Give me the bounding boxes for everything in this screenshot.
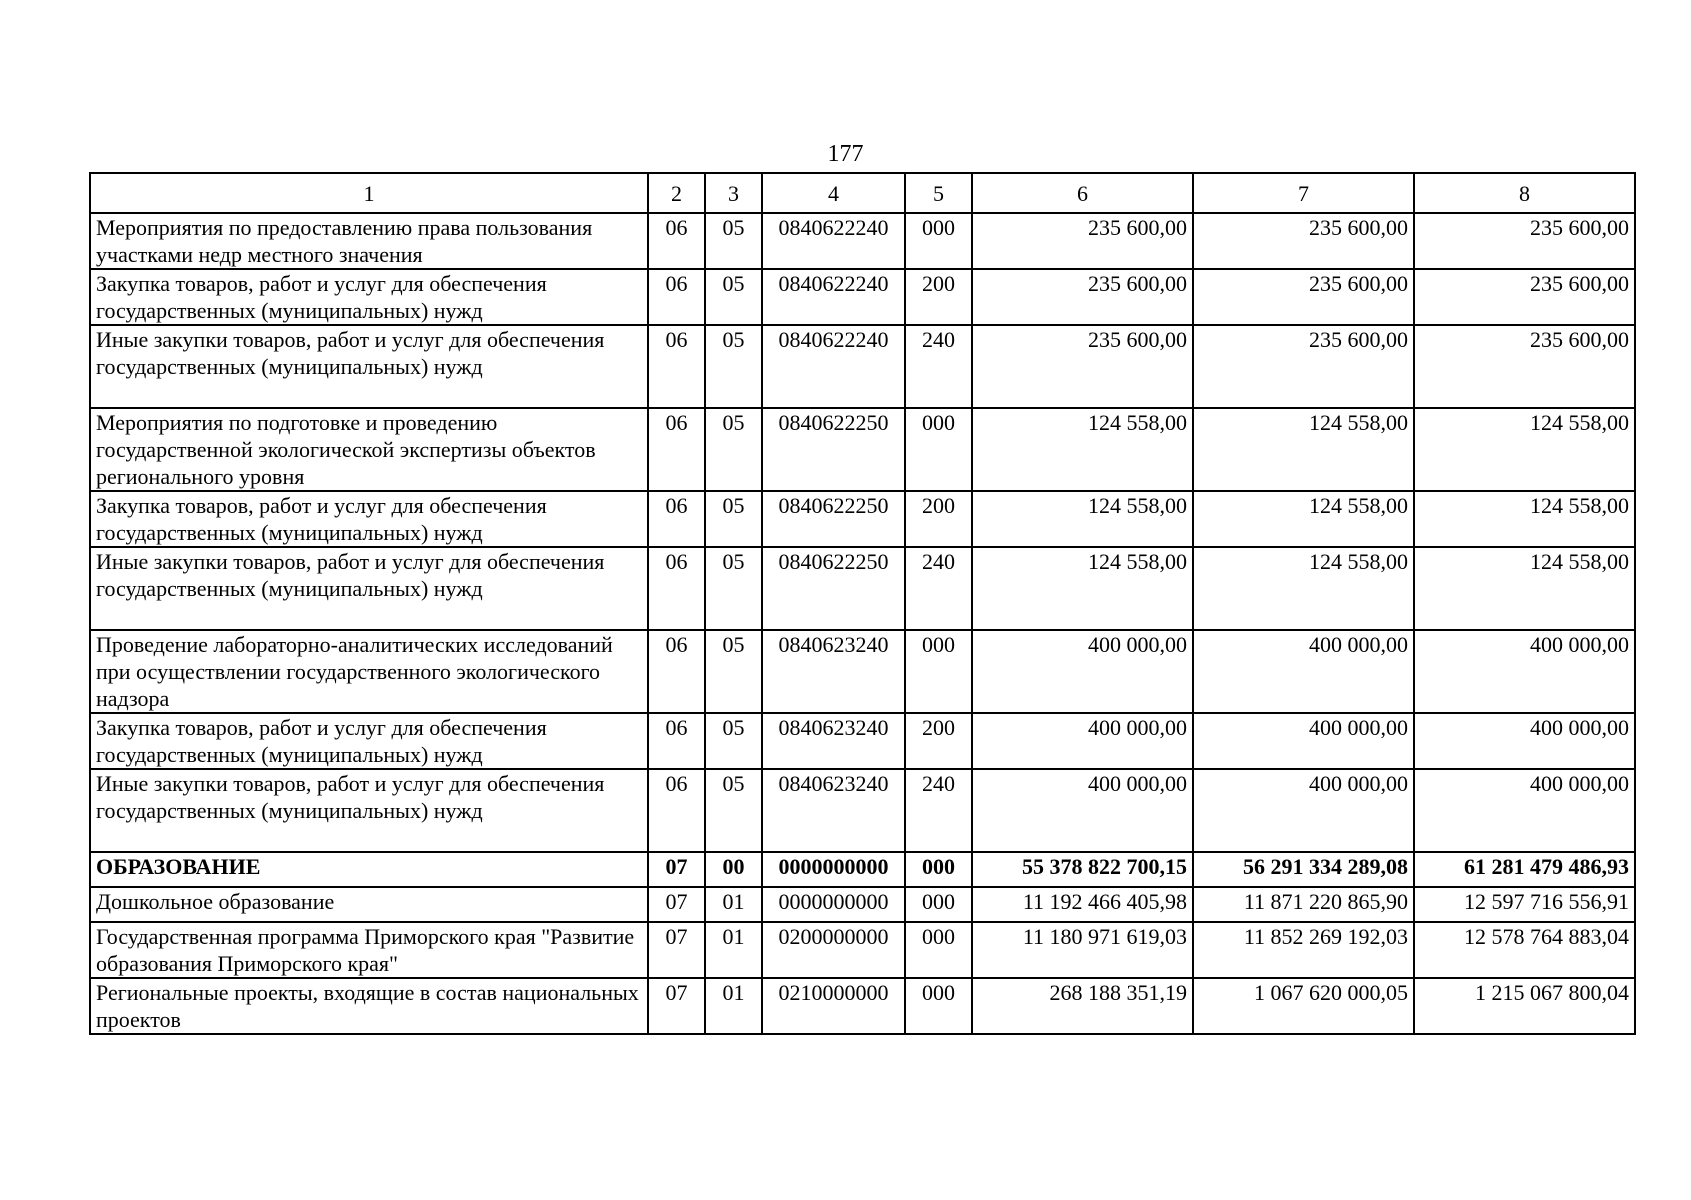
expense-type-code: 240	[905, 325, 972, 408]
subsection-code: 05	[705, 769, 762, 852]
amount-col-6: 400 000,00	[972, 713, 1193, 769]
section-code: 06	[648, 325, 705, 408]
table-row	[90, 769, 1635, 852]
amount-col-6: 235 600,00	[972, 325, 1193, 408]
section-code: 06	[648, 630, 705, 713]
row-name: Дошкольное образование	[90, 887, 648, 922]
column-header: 4	[762, 173, 905, 213]
expense-type-code: 000	[905, 408, 972, 491]
column-header: 6	[972, 173, 1193, 213]
column-header: 5	[905, 173, 972, 213]
amount-col-8: 400 000,00	[1414, 769, 1635, 852]
column-header: 3	[705, 173, 762, 213]
table-row	[90, 713, 1635, 769]
amount-col-6: 124 558,00	[972, 547, 1193, 630]
page-number: 177	[827, 141, 864, 167]
section-code: 06	[648, 408, 705, 491]
section-code: 06	[648, 713, 705, 769]
table-row	[90, 852, 1635, 887]
subsection-code: 05	[705, 269, 762, 325]
subsection-code: 01	[705, 887, 762, 922]
amount-col-6: 268 188 351,19	[972, 978, 1193, 1034]
amount-col-6: 400 000,00	[972, 769, 1193, 852]
target-article-code: 0840623240	[762, 769, 905, 852]
table-row	[90, 922, 1635, 978]
row-name: Иные закупки товаров, работ и услуг для обеспечения государственных (муниципальных) нужд	[90, 547, 648, 630]
expense-type-code: 000	[905, 922, 972, 978]
table-row	[90, 630, 1635, 713]
amount-col-6: 11 180 971 619,03	[972, 922, 1193, 978]
section-code: 06	[648, 547, 705, 630]
amount-col-7: 235 600,00	[1193, 269, 1414, 325]
row-name: Закупка товаров, работ и услуг для обеспечения государственных (муниципальных) нужд	[90, 713, 648, 769]
row-name: Региональные проекты, входящие в состав национальных проектов	[90, 978, 648, 1034]
subsection-code: 01	[705, 922, 762, 978]
target-article-code: 0840623240	[762, 713, 905, 769]
subsection-code: 05	[705, 325, 762, 408]
table-row	[90, 491, 1635, 547]
amount-col-7: 400 000,00	[1193, 630, 1414, 713]
target-article-code: 0840622240	[762, 325, 905, 408]
table-header-row	[90, 173, 1635, 213]
subsection-code: 05	[705, 213, 762, 269]
amount-col-8: 235 600,00	[1414, 269, 1635, 325]
amount-col-6: 11 192 466 405,98	[972, 887, 1193, 922]
budget-table	[89, 172, 1636, 1035]
table-row	[90, 325, 1635, 408]
expense-type-code: 200	[905, 269, 972, 325]
amount-col-7: 124 558,00	[1193, 491, 1414, 547]
section-code: 06	[648, 769, 705, 852]
amount-col-7: 400 000,00	[1193, 769, 1414, 852]
subsection-code: 01	[705, 978, 762, 1034]
amount-col-8: 124 558,00	[1414, 408, 1635, 491]
row-name: ОБРАЗОВАНИЕ	[90, 852, 648, 887]
target-article-code: 0840622250	[762, 547, 905, 630]
expense-type-code: 000	[905, 852, 972, 887]
subsection-code: 05	[705, 630, 762, 713]
table-row	[90, 213, 1635, 269]
row-name: Мероприятия по предоставлению права пользования участками недр местного значения	[90, 213, 648, 269]
amount-col-8: 235 600,00	[1414, 325, 1635, 408]
amount-col-8: 12 578 764 883,04	[1414, 922, 1635, 978]
section-code: 07	[648, 887, 705, 922]
row-name: Государственная программа Приморского края "Развитие образования Приморского края"	[90, 922, 648, 978]
table-row	[90, 887, 1635, 922]
amount-col-8: 12 597 716 556,91	[1414, 887, 1635, 922]
expense-type-code: 200	[905, 713, 972, 769]
table-row	[90, 269, 1635, 325]
row-name: Закупка товаров, работ и услуг для обеспечения государственных (муниципальных) нужд	[90, 491, 648, 547]
amount-col-8: 61 281 479 486,93	[1414, 852, 1635, 887]
section-code: 06	[648, 269, 705, 325]
amount-col-7: 11 871 220 865,90	[1193, 887, 1414, 922]
amount-col-7: 11 852 269 192,03	[1193, 922, 1414, 978]
target-article-code: 0840622240	[762, 213, 905, 269]
expense-type-code: 000	[905, 630, 972, 713]
section-code: 06	[648, 491, 705, 547]
amount-col-6: 235 600,00	[972, 213, 1193, 269]
column-header: 2	[648, 173, 705, 213]
section-code: 07	[648, 852, 705, 887]
row-name: Мероприятия по подготовке и проведению государственной экологической экспертизы объектов регионального уровня	[90, 408, 648, 491]
expense-type-code: 240	[905, 547, 972, 630]
amount-col-7: 124 558,00	[1193, 547, 1414, 630]
amount-col-6: 124 558,00	[972, 491, 1193, 547]
section-code: 07	[648, 922, 705, 978]
amount-col-8: 235 600,00	[1414, 213, 1635, 269]
expense-type-code: 200	[905, 491, 972, 547]
target-article-code: 0840622250	[762, 408, 905, 491]
amount-col-8: 124 558,00	[1414, 547, 1635, 630]
amount-col-8: 1 215 067 800,04	[1414, 978, 1635, 1034]
table-row	[90, 978, 1635, 1034]
subsection-code: 05	[705, 713, 762, 769]
table-row	[90, 547, 1635, 630]
column-header: 1	[90, 173, 648, 213]
subsection-code: 05	[705, 408, 762, 491]
target-article-code: 0210000000	[762, 978, 905, 1034]
row-name: Иные закупки товаров, работ и услуг для обеспечения государственных (муниципальных) нужд	[90, 769, 648, 852]
expense-type-code: 000	[905, 213, 972, 269]
row-name: Иные закупки товаров, работ и услуг для обеспечения государственных (муниципальных) нужд	[90, 325, 648, 408]
amount-col-6: 55 378 822 700,15	[972, 852, 1193, 887]
expense-type-code: 000	[905, 978, 972, 1034]
target-article-code: 0840622250	[762, 491, 905, 547]
expense-type-code: 000	[905, 887, 972, 922]
subsection-code: 00	[705, 852, 762, 887]
row-name: Закупка товаров, работ и услуг для обеспечения государственных (муниципальных) нужд	[90, 269, 648, 325]
amount-col-7: 56 291 334 289,08	[1193, 852, 1414, 887]
amount-col-7: 124 558,00	[1193, 408, 1414, 491]
row-name: Проведение лабораторно-аналитических исследований при осуществлении государственного экологического надзора	[90, 630, 648, 713]
amount-col-6: 235 600,00	[972, 269, 1193, 325]
subsection-code: 05	[705, 547, 762, 630]
target-article-code: 0200000000	[762, 922, 905, 978]
amount-col-6: 400 000,00	[972, 630, 1193, 713]
column-header: 7	[1193, 173, 1414, 213]
subsection-code: 05	[705, 491, 762, 547]
amount-col-7: 1 067 620 000,05	[1193, 978, 1414, 1034]
amount-col-7: 235 600,00	[1193, 213, 1414, 269]
table-row	[90, 408, 1635, 491]
target-article-code: 0000000000	[762, 852, 905, 887]
target-article-code: 0000000000	[762, 887, 905, 922]
amount-col-8: 400 000,00	[1414, 713, 1635, 769]
column-header: 8	[1414, 173, 1635, 213]
amount-col-8: 124 558,00	[1414, 491, 1635, 547]
section-code: 07	[648, 978, 705, 1034]
amount-col-6: 124 558,00	[972, 408, 1193, 491]
expense-type-code: 240	[905, 769, 972, 852]
target-article-code: 0840623240	[762, 630, 905, 713]
amount-col-7: 235 600,00	[1193, 325, 1414, 408]
section-code: 06	[648, 213, 705, 269]
amount-col-7: 400 000,00	[1193, 713, 1414, 769]
target-article-code: 0840622240	[762, 269, 905, 325]
amount-col-8: 400 000,00	[1414, 630, 1635, 713]
